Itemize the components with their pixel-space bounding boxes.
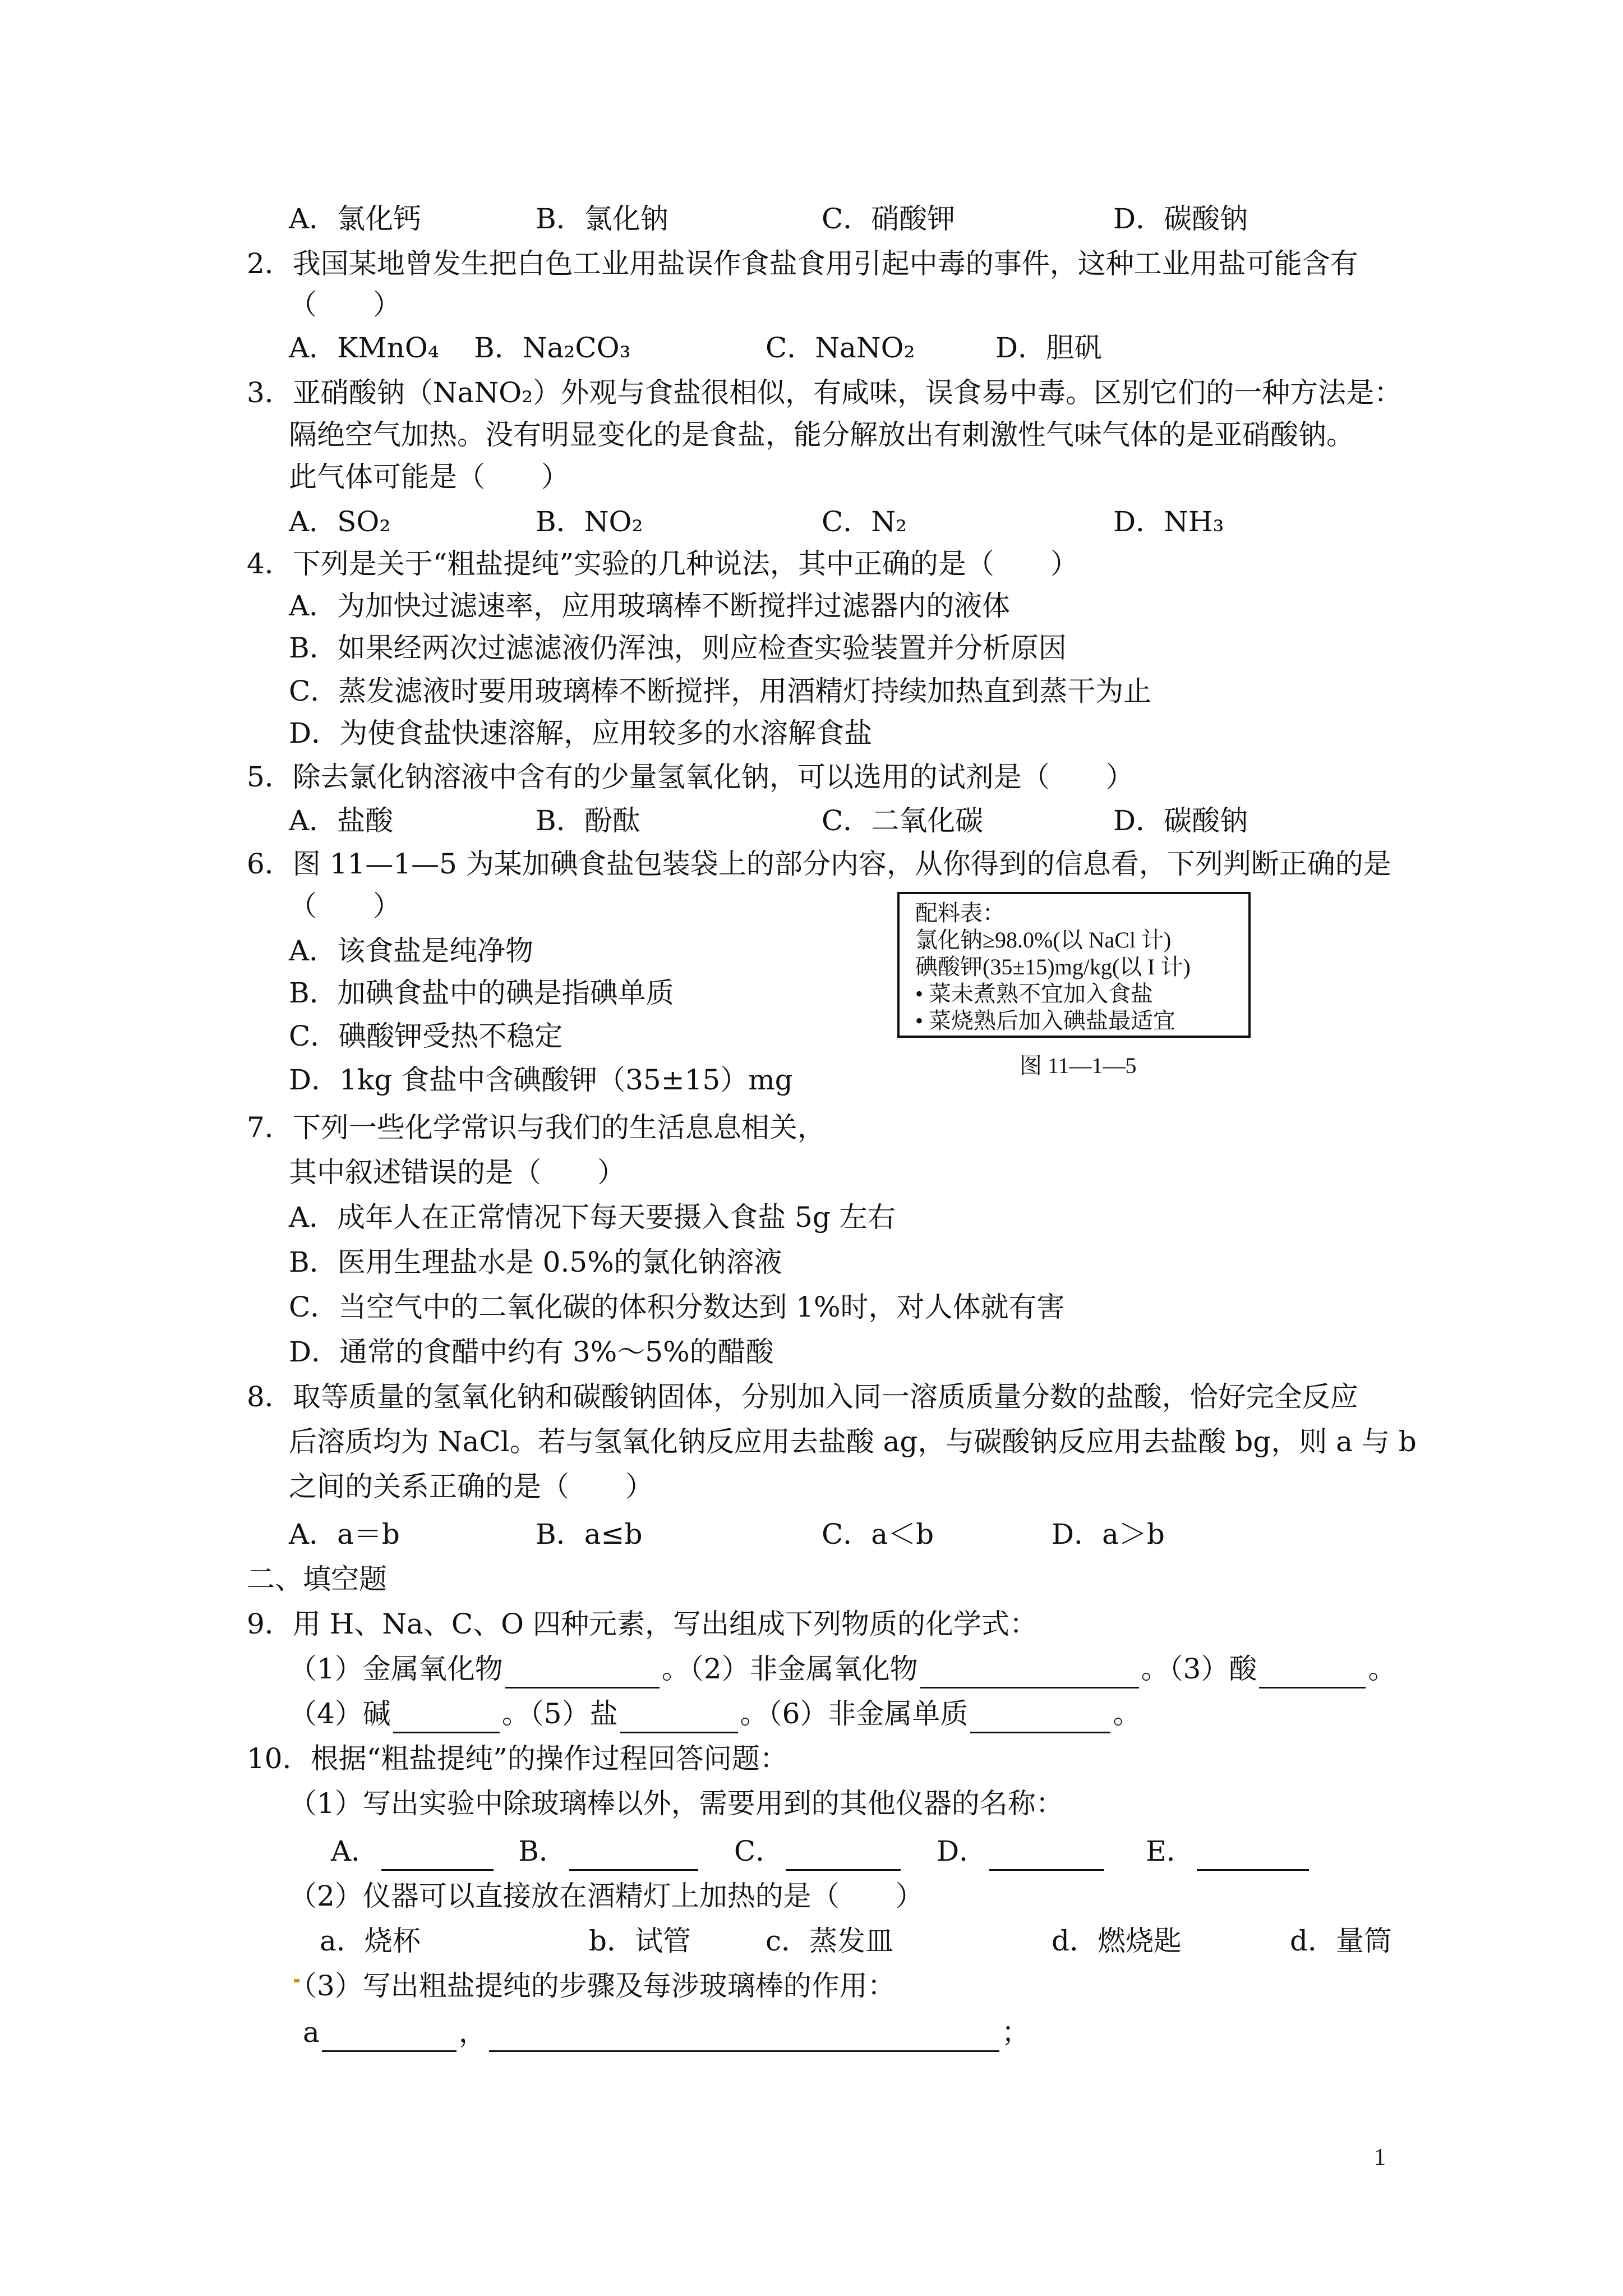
q9-blank-metal-oxide[interactable] bbox=[505, 1658, 660, 1688]
q5-option-c: C．二氧化碳 bbox=[822, 804, 984, 837]
page-number: 1 bbox=[1374, 2145, 1386, 2170]
q10-instrument-row bbox=[331, 1832, 1311, 1871]
q4-option-d: D．为使食盐快速溶解，应用较多的水溶解食盐 bbox=[289, 717, 873, 749]
q2-stem: 2．我国某地曾发生把白色工业用盐误作食盐食用引起中毒的事件，这种工业用盐可能含有 bbox=[247, 247, 1358, 280]
q9-row1 bbox=[289, 1649, 1396, 1688]
q10-blank-a[interactable] bbox=[381, 1840, 494, 1871]
ingredient-label-note2: • 菜烧熟后加入碘盐最适宜 bbox=[915, 1008, 1176, 1033]
q9-blank-nonmetal-oxide[interactable] bbox=[920, 1658, 1139, 1688]
q2-option-d: D．胆矾 bbox=[995, 332, 1103, 364]
q3-option-c: C．N₂ bbox=[822, 505, 907, 538]
q7-stem-line2: 其中叙述错误的是（ ） bbox=[289, 1156, 625, 1189]
q9-row2-end: 。 bbox=[1113, 1697, 1141, 1730]
q2-option-c: C．NaNO₂ bbox=[766, 332, 915, 364]
q3-stem-line1: 3．亚硝酸钠（NaNO₂）外观与食盐很相似，有咸味，误食易中毒。区别它们的一种方法是： bbox=[247, 376, 1403, 409]
q8-option-b: B．a≤b bbox=[536, 1518, 643, 1550]
q7-option-c: C．当空气中的二氧化碳的体积分数达到 1%时，对人体就有害 bbox=[289, 1291, 1065, 1323]
q4-option-b: B．如果经两次过滤滤液仍浑浊，则应检查实验装置并分析原因 bbox=[289, 632, 1067, 664]
q9-part3-label: 。（3）酸 bbox=[1141, 1653, 1257, 1685]
q10-blank-step-a[interactable] bbox=[322, 2021, 457, 2052]
q9-part4-label: （4）碱 bbox=[289, 1697, 391, 1730]
q4-option-c: C．蒸发滤液时要用玻璃棒不断搅拌，用酒精灯持续加热直到蒸干为止 bbox=[289, 675, 1152, 707]
q9-part1-label: （1）金属氧化物 bbox=[289, 1653, 503, 1685]
q10-blank-e[interactable] bbox=[1197, 1840, 1309, 1871]
q7-option-b: B．医用生理盐水是 0.5%的氯化钠溶液 bbox=[289, 1246, 782, 1278]
ingredient-label-nacl: 氯化钠≥98.0%(以 NaCl 计) bbox=[915, 927, 1172, 953]
q9-row1-end: 。 bbox=[1368, 1653, 1396, 1685]
q8-option-c: C．a＜b bbox=[822, 1518, 934, 1550]
q10-sub2-option-a: a．烧杯 bbox=[320, 1925, 421, 1957]
q10-blank-b[interactable] bbox=[569, 1840, 698, 1871]
q10-sub2-option-c: c．蒸发皿 bbox=[766, 1925, 894, 1957]
figure-caption: 图 11—1—5 bbox=[1020, 1053, 1137, 1078]
q6-paren: （ ） bbox=[289, 890, 401, 922]
q8-stem-line3: 之间的关系正确的是（ ） bbox=[289, 1470, 653, 1503]
q9-stem: 9．用 H、Na、C、O 四种元素，写出组成下列物质的化学式： bbox=[247, 1608, 1038, 1640]
q10-sub2-option-b: b．试管 bbox=[589, 1925, 691, 1957]
q10-step-a-prefix: a bbox=[303, 2016, 320, 2049]
q10-letter-e: E． bbox=[1146, 1835, 1195, 1867]
q5-option-d: D．碳酸钠 bbox=[1113, 804, 1248, 837]
q10-letter-c: C． bbox=[734, 1835, 784, 1867]
q1-option-c: C．硝酸钾 bbox=[822, 203, 956, 235]
q10-sub3: （3）写出粗盐提纯的步骤及每涉玻璃棒的作用： bbox=[289, 1970, 896, 2002]
q1-option-d: D．碳酸钠 bbox=[1113, 203, 1248, 235]
q10-blank-step-a-role[interactable] bbox=[489, 2021, 999, 2052]
q9-blank-nonmetal[interactable] bbox=[970, 1703, 1110, 1733]
q5-option-b: B．酚酞 bbox=[536, 804, 640, 837]
q10-step-a-semicolon: ； bbox=[1001, 2016, 1030, 2049]
q5-stem: 5．除去氯化钠溶液中含有的少量氢氧化钠，可以选用的试剂是（ ） bbox=[247, 761, 1134, 793]
q10-step-a-row bbox=[303, 2013, 1030, 2052]
ingredient-label-note1: • 菜未煮熟不宜加入食盐 bbox=[915, 981, 1154, 1006]
q5-option-a: A．盐酸 bbox=[289, 804, 394, 837]
q3-stem-line2: 隔绝空气加热。没有明显变化的是食盐，能分解放出有刺激性气味气体的是亚硝酸钠。 bbox=[289, 418, 1354, 451]
q10-sub1: （1）写出实验中除玻璃棒以外，需要用到的其他仪器的名称： bbox=[289, 1787, 1064, 1820]
ingredient-label-title: 配料表： bbox=[915, 900, 1005, 926]
q8-stem-line2: 后溶质均为 NaCl。若与氢氧化钠反应用去盐酸 ag，与碳酸钠反应用去盐酸 bg，则 a 与 b bbox=[289, 1425, 1417, 1458]
ingredient-label-box bbox=[897, 892, 1251, 1038]
ingredient-label-kio3: 碘酸钾(35±15)mg/kg(以 I 计) bbox=[915, 954, 1191, 979]
q8-option-a: A．a＝b bbox=[289, 1518, 400, 1550]
q10-letter-b: B． bbox=[518, 1835, 567, 1867]
section-title-fill-in: 二、填空题 bbox=[247, 1563, 387, 1595]
q6-option-d: D．1kg 食盐中含碘酸钾（35±15）mg bbox=[289, 1064, 793, 1096]
q6-option-b: B．加碘食盐中的碘是指碘单质 bbox=[289, 977, 674, 1009]
q8-option-d: D．a＞b bbox=[1052, 1518, 1165, 1550]
q10-letter-d: D． bbox=[937, 1835, 988, 1867]
q10-sub2-option-e: d．量筒 bbox=[1290, 1925, 1393, 1957]
q3-stem-line3: 此气体可能是（ ） bbox=[289, 461, 569, 493]
q10-stem: 10．根据“粗盐提纯”的操作过程回答问题： bbox=[247, 1742, 788, 1775]
q6-option-a: A．该食盐是纯净物 bbox=[289, 935, 534, 967]
q7-option-a: A．成年人在正常情况下每天要摄入食盐 5g 左右 bbox=[289, 1201, 896, 1234]
q9-blank-base[interactable] bbox=[393, 1703, 500, 1733]
q10-blank-c[interactable] bbox=[786, 1840, 901, 1871]
q4-stem: 4．下列是关于“粗盐提纯”实验的几种说法，其中正确的是（ ） bbox=[247, 547, 1078, 580]
q9-row2 bbox=[289, 1694, 1141, 1733]
q9-part5-label: 。（5）盐 bbox=[501, 1697, 618, 1730]
q9-part2-label: 。（2）非金属氧化物 bbox=[661, 1653, 918, 1685]
q10-sub2-option-d: d．燃烧匙 bbox=[1052, 1925, 1182, 1957]
q10-sub2: （2）仪器可以直接放在酒精灯上加热的是（ ） bbox=[289, 1880, 924, 1912]
q8-stem-line1: 8．取等质量的氢氧化钠和碳酸钠固体，分别加入同一溶质质量分数的盐酸，恰好完全反应 bbox=[247, 1381, 1358, 1413]
q9-blank-acid[interactable] bbox=[1259, 1658, 1366, 1688]
q1-option-a: A．氯化钙 bbox=[289, 203, 422, 235]
q4-option-a: A．为加快过滤速率，应用玻璃棒不断搅拌过滤器内的液体 bbox=[289, 590, 1011, 622]
q2-option-b: B．Na₂CO₃ bbox=[474, 332, 631, 364]
q7-stem-line1: 7．下列一些化学常识与我们的生活息息相关， bbox=[247, 1111, 826, 1144]
q10-letter-a: A． bbox=[331, 1835, 380, 1867]
q3-option-b: B．NO₂ bbox=[536, 505, 643, 538]
q9-blank-salt[interactable] bbox=[620, 1703, 738, 1733]
q2-paren: （ ） bbox=[289, 288, 401, 321]
q6-option-c: C．碘酸钾受热不稳定 bbox=[289, 1020, 563, 1052]
q9-part6-label: 。（6）非金属单质 bbox=[740, 1697, 969, 1730]
q7-option-d: D．通常的食醋中约有 3%～5%的醋酸 bbox=[289, 1336, 774, 1368]
q2-option-a: A．KMnO₄ bbox=[289, 332, 439, 364]
q3-option-a: A．SO₂ bbox=[289, 505, 391, 538]
q10-step-a-comma: ， bbox=[458, 2016, 487, 2049]
q6-stem: 6．图 11—1—5 为某加碘食盐包装袋上的部分内容，从你得到的信息看，下列判断正确的是 bbox=[247, 848, 1391, 880]
q3-option-d: D．NH₃ bbox=[1113, 505, 1224, 538]
q1-option-b: B．氯化钠 bbox=[536, 203, 668, 235]
q10-blank-d[interactable] bbox=[989, 1840, 1104, 1871]
